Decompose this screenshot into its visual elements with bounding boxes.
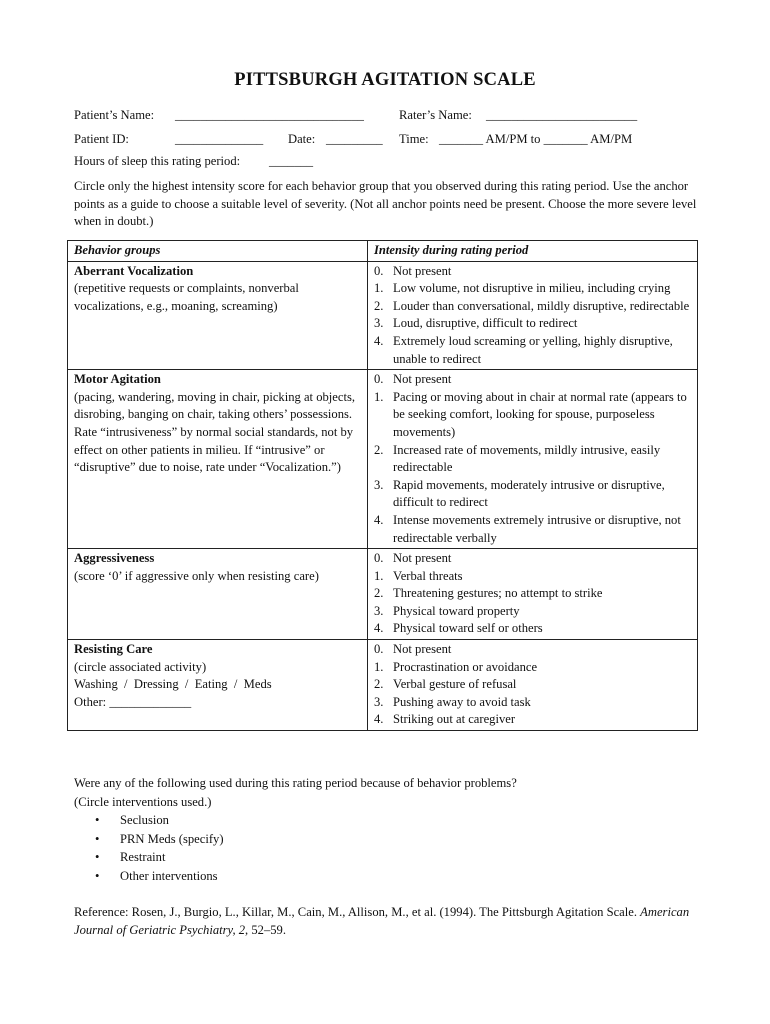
anchor-text: Procrastination or avoidance (393, 659, 538, 674)
anchor-number: 1. (374, 281, 384, 296)
anchor-text: Increased rate of movements, mildly intrusive, easily redirectable (393, 442, 661, 475)
anchor-text: Louder than conversational, mildly disruptive, redirectable (393, 298, 690, 313)
behavior-table (67, 240, 698, 731)
rater-name-field[interactable]: ________________________ (486, 108, 638, 122)
date-label: Date: (288, 132, 316, 146)
behavior-group-cell (68, 261, 368, 370)
instructions: Circle only the highest intensity score for each behavior group that you observed during this rating period. Use the anchor points as a guide to choose a suitable level of severity. (Not all anchor points need be present. Choose the more severe level when in doubt.) (74, 179, 697, 228)
anchor-item[interactable] (374, 315, 691, 333)
anchor-number: 2. (374, 586, 384, 601)
anchor-item[interactable] (374, 512, 691, 547)
anchor-text: Not present (393, 551, 452, 566)
anchor-number: 4. (374, 333, 384, 348)
anchor-number: 1. (374, 389, 384, 404)
intensity-cell (368, 370, 698, 549)
reference-citation (74, 903, 694, 939)
anchor-text: Rapid movements, moderately intrusive or disruptive, difficult to redirect (393, 477, 665, 510)
anchor-text: Pacing or moving about in chair at normal rate (appears to be seeking comfort, looking for spouse, purposeless movements) (393, 389, 687, 439)
anchor-item[interactable] (374, 659, 691, 677)
group-name: Aggressiveness (74, 551, 155, 566)
patient-id-label: Patient ID: (74, 132, 129, 146)
anchor-text: Physical toward self or others (393, 621, 543, 636)
patient-id-field[interactable]: ______________ (175, 132, 264, 146)
group-description: (pacing, wandering, moving in chair, picking at objects, disrobing, banging on chair, taking others’ possessions. Rate “intrusiveness” by normal social standards, not by effect on other patients in milieu. If “intrusive” or “disruptive” due to noise, rate under “Vocalization.”) (74, 389, 356, 475)
anchor-item[interactable] (374, 263, 691, 281)
anchor-number: 3. (374, 477, 384, 492)
anchor-item[interactable] (374, 711, 691, 729)
intensity-header: Intensity during rating period (368, 241, 698, 262)
behavior-group-cell (68, 549, 368, 640)
anchor-item[interactable] (374, 477, 691, 512)
group-name: Motor Agitation (74, 372, 161, 387)
behavior-groups-header: Behavior groups (68, 241, 368, 262)
anchor-number: 4. (374, 712, 384, 727)
group-name: Resisting Care (74, 642, 153, 657)
intervention-label: PRN Meds (specify) (120, 831, 224, 846)
interventions-question: Were any of the following used during this rating period because of behavior problems? (74, 776, 517, 790)
anchor-number: 2. (374, 677, 384, 692)
table-row (68, 640, 698, 731)
anchor-text: Not present (393, 263, 452, 278)
behavior-group-cell (68, 640, 368, 731)
page-title: PITTSBURGH AGITATION SCALE (234, 70, 536, 90)
anchor-number: 4. (374, 512, 384, 527)
anchor-item[interactable] (374, 568, 691, 586)
group-name: Aberrant Vocalization (74, 263, 194, 278)
bullet-icon: • (95, 869, 100, 884)
date-field[interactable]: _________ (326, 132, 383, 146)
group-description: (repetitive requests or complaints, nonverbal vocalizations, e.g., moaning, screaming) (74, 281, 299, 313)
bullet-icon: • (95, 831, 100, 846)
anchor-text: Extremely loud screaming or yelling, highly disruptive, unable to redirect (393, 333, 673, 366)
anchor-number: 0. (374, 551, 384, 566)
anchor-item[interactable] (374, 550, 691, 568)
anchor-number: 0. (374, 372, 384, 387)
anchor-number: 3. (374, 316, 384, 331)
anchor-text: Verbal gesture of refusal (393, 677, 517, 692)
anchor-item[interactable] (374, 641, 691, 659)
anchor-item[interactable] (374, 389, 691, 442)
anchor-number: 1. (374, 568, 384, 583)
intervention-label: Seclusion (120, 813, 169, 827)
time-label: Time: (399, 132, 429, 146)
patient-name-label: Patient’s Name: (74, 108, 155, 122)
behavior-group-cell (68, 370, 368, 549)
table-row (68, 549, 698, 640)
anchor-text: Striking out at caregiver (393, 712, 516, 727)
bullet-icon: • (95, 850, 100, 865)
interventions-subnote: (Circle interventions used.) (74, 795, 212, 809)
table-header-row (68, 241, 698, 262)
anchor-item[interactable] (374, 585, 691, 603)
table-row (68, 261, 698, 370)
reference-journal: American Journal of Geriatric Psychiatry, 2 (74, 905, 690, 937)
anchor-number: 4. (374, 621, 384, 636)
intervention-label: Restraint (120, 850, 166, 865)
anchor-text: Intense movements extremely intrusive or disruptive, not redirectable verbally (393, 512, 681, 545)
anchor-item[interactable] (374, 280, 691, 298)
anchor-item[interactable] (374, 694, 691, 712)
intervention-label: Other interventions (120, 869, 218, 884)
group-description: (circle associated activity) (74, 659, 207, 674)
anchor-item[interactable] (374, 333, 691, 368)
anchor-text: Low volume, not disruptive in milieu, including crying (393, 281, 671, 296)
activity-options[interactable]: Washing / Dressing / Eating / Meds (74, 677, 272, 692)
anchor-text: Not present (393, 642, 452, 657)
anchor-number: 3. (374, 603, 384, 618)
anchor-text: Physical toward property (393, 603, 520, 618)
anchor-number: 2. (374, 298, 384, 313)
table-row (68, 370, 698, 549)
patient-name-field[interactable]: ______________________________ (175, 108, 364, 122)
anchor-text: Not present (393, 372, 452, 387)
anchor-item[interactable] (374, 676, 691, 694)
anchor-item[interactable] (374, 298, 691, 316)
anchor-number: 3. (374, 694, 384, 709)
sleep-hours-field[interactable]: _______ (269, 154, 314, 168)
intensity-cell (368, 640, 698, 731)
anchor-item[interactable] (374, 603, 691, 621)
anchor-text: Loud, disruptive, difficult to redirect (393, 316, 578, 331)
anchor-number: 1. (374, 659, 384, 674)
anchor-text: Threatening gestures; no attempt to strike (393, 586, 603, 601)
anchor-number: 0. (374, 263, 384, 278)
anchor-item[interactable] (374, 620, 691, 638)
sleep-hours-label: Hours of sleep this rating period: (74, 154, 241, 168)
anchor-number: 2. (374, 442, 384, 457)
anchor-text: Verbal threats (393, 568, 463, 583)
other-activity-field[interactable]: Other: _____________ (74, 694, 192, 709)
bullet-icon: • (95, 813, 100, 827)
rater-name-label: Rater’s Name: (399, 108, 472, 122)
time-field[interactable]: _______ AM/PM to _______ AM/PM (439, 132, 633, 146)
anchor-item[interactable] (374, 371, 691, 389)
group-description: (score ‘0’ if aggressive only when resisting care) (74, 568, 319, 583)
anchor-item[interactable] (374, 442, 691, 477)
intensity-cell (368, 261, 698, 370)
reference-text: Reference: Rosen, J., Burgio, L., Killar, M., Cain, M., Allison, M., et al. (1994). The Pittsburgh Agitation Scale. (74, 905, 641, 919)
reference-pages: , 52–59. (245, 923, 286, 937)
anchor-number: 0. (374, 642, 384, 657)
intensity-cell (368, 549, 698, 640)
anchor-text: Pushing away to avoid task (393, 694, 531, 709)
